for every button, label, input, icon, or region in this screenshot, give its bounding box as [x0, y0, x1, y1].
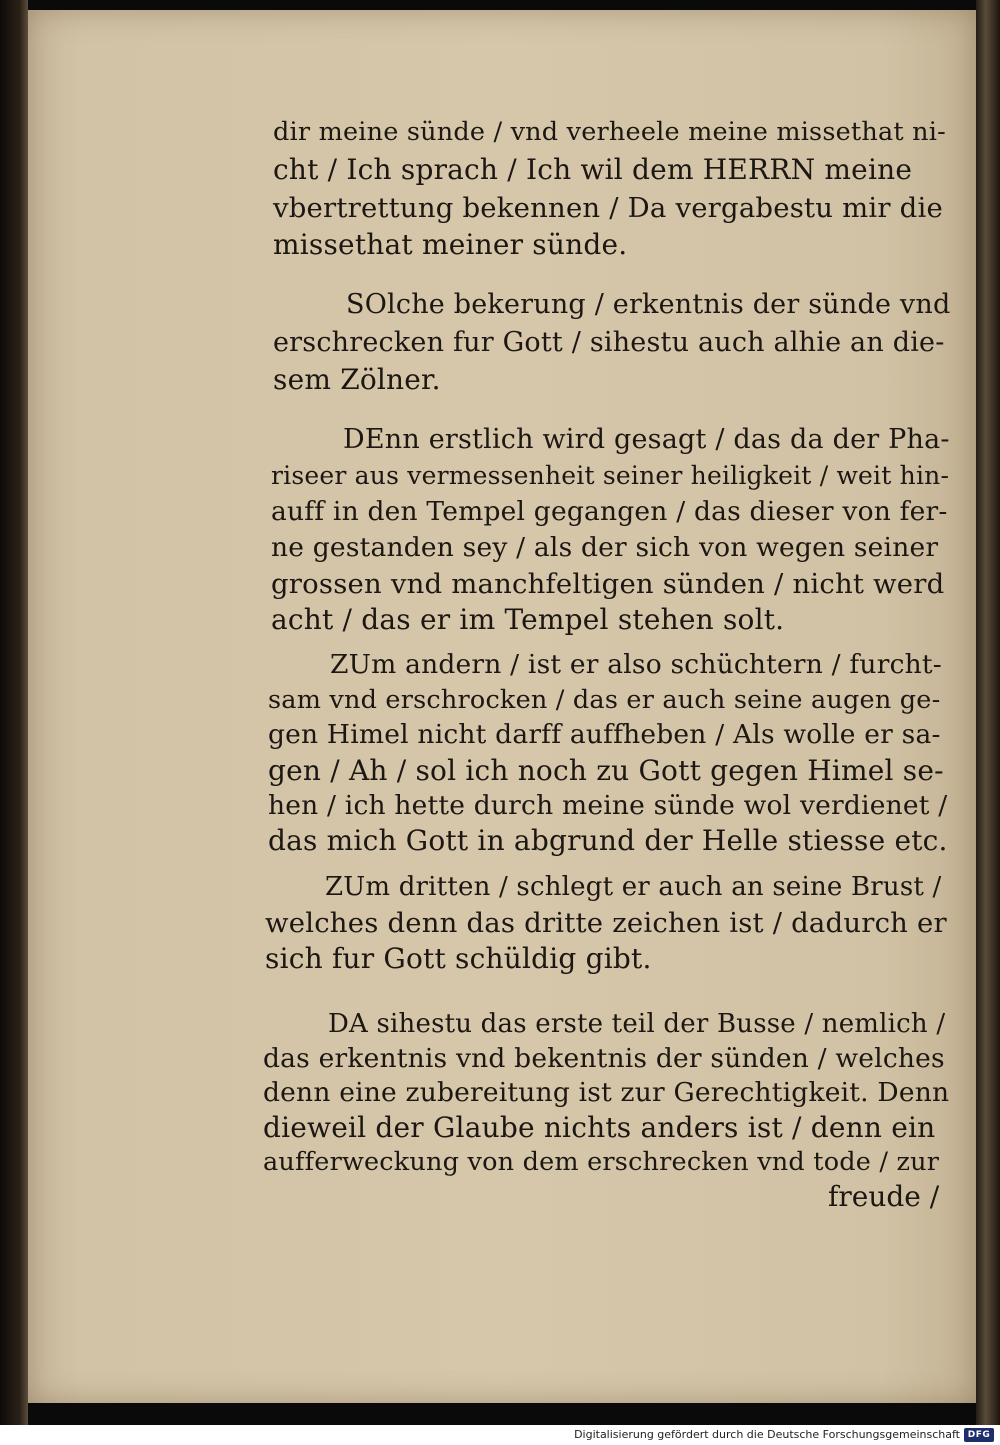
text-line: aufferweckung von dem erschrecken vnd tode / zur — [263, 1147, 940, 1177]
text-line: auff in den Tempel gegangen / das dieser von fer- — [271, 496, 948, 527]
text-line: dir meine sünde / vnd verheele meine missethat ni- — [273, 117, 946, 147]
text-line: vbertrettung bekennen / Da vergabestu mir die — [273, 192, 943, 224]
text-line: SOlche bekerung / erkentnis der sünde vnd — [346, 289, 951, 320]
text-line: hen / ich hette durch meine sünde wol verdienet / — [268, 790, 948, 821]
text-line: ne gestanden sey / als der sich von wegen seiner — [271, 532, 939, 563]
text-line: sam vnd erschrocken / das er auch seine augen ge- — [268, 685, 941, 715]
text-line: das mich Gott in abgrund der Helle stiesse etc. — [268, 824, 948, 857]
dfg-logo: DFG — [964, 1428, 994, 1442]
text-line: sich fur Gott schüldig gibt. — [265, 942, 652, 975]
text-line: gen Himel nicht darff auffheben / Als wolle er sa- — [268, 719, 941, 750]
text-line: erschrecken fur Gott / sihestu auch alhie an die- — [273, 327, 945, 358]
text-line: acht / das er im Tempel stehen solt. — [271, 603, 785, 636]
text-line: gen / Ah / sol ich noch zu Gott gegen Himel se- — [268, 754, 944, 787]
footer-bar — [0, 1425, 1000, 1445]
right-page-edge — [976, 0, 1000, 1425]
book-page — [28, 10, 976, 1403]
catchword: freude / — [828, 1180, 940, 1213]
text-line: DEnn erstlich wird gesagt / das da der Pha- — [343, 424, 950, 455]
text-line: cht / Ich sprach / Ich wil dem HERRN meine — [273, 153, 913, 186]
text-line: dieweil der Glaube nichts anders ist / denn ein — [263, 1111, 936, 1144]
text-line: welches denn das dritte zeichen ist / dadurch er — [265, 907, 947, 939]
left-binding-edge — [0, 0, 28, 1425]
footer-credit: Digitalisierung gefördert durch die Deutsche Forschungsgemeinschaft — [574, 1428, 960, 1441]
text-line: das erkentnis vnd bekentnis der sünden / welches — [263, 1043, 945, 1074]
text-line: grossen vnd manchfeltigen sünden / nicht werd — [271, 568, 945, 600]
text-line: denn eine zubereitung ist zur Gerechtigkeit. Denn — [263, 1077, 950, 1108]
text-line: sem Zölner. — [273, 363, 441, 396]
text-line: riseer aus vermessenheit seiner heiligkeit / weit hin- — [271, 461, 950, 490]
text-line: ZUm andern / ist er also schüchtern / furcht- — [330, 649, 942, 680]
text-line: ZUm dritten / schlegt er auch an seine Brust / — [325, 872, 942, 902]
text-line: missethat meiner sünde. — [273, 228, 628, 261]
text-line: DA sihestu das erste teil der Busse / nemlich / — [328, 1009, 946, 1039]
